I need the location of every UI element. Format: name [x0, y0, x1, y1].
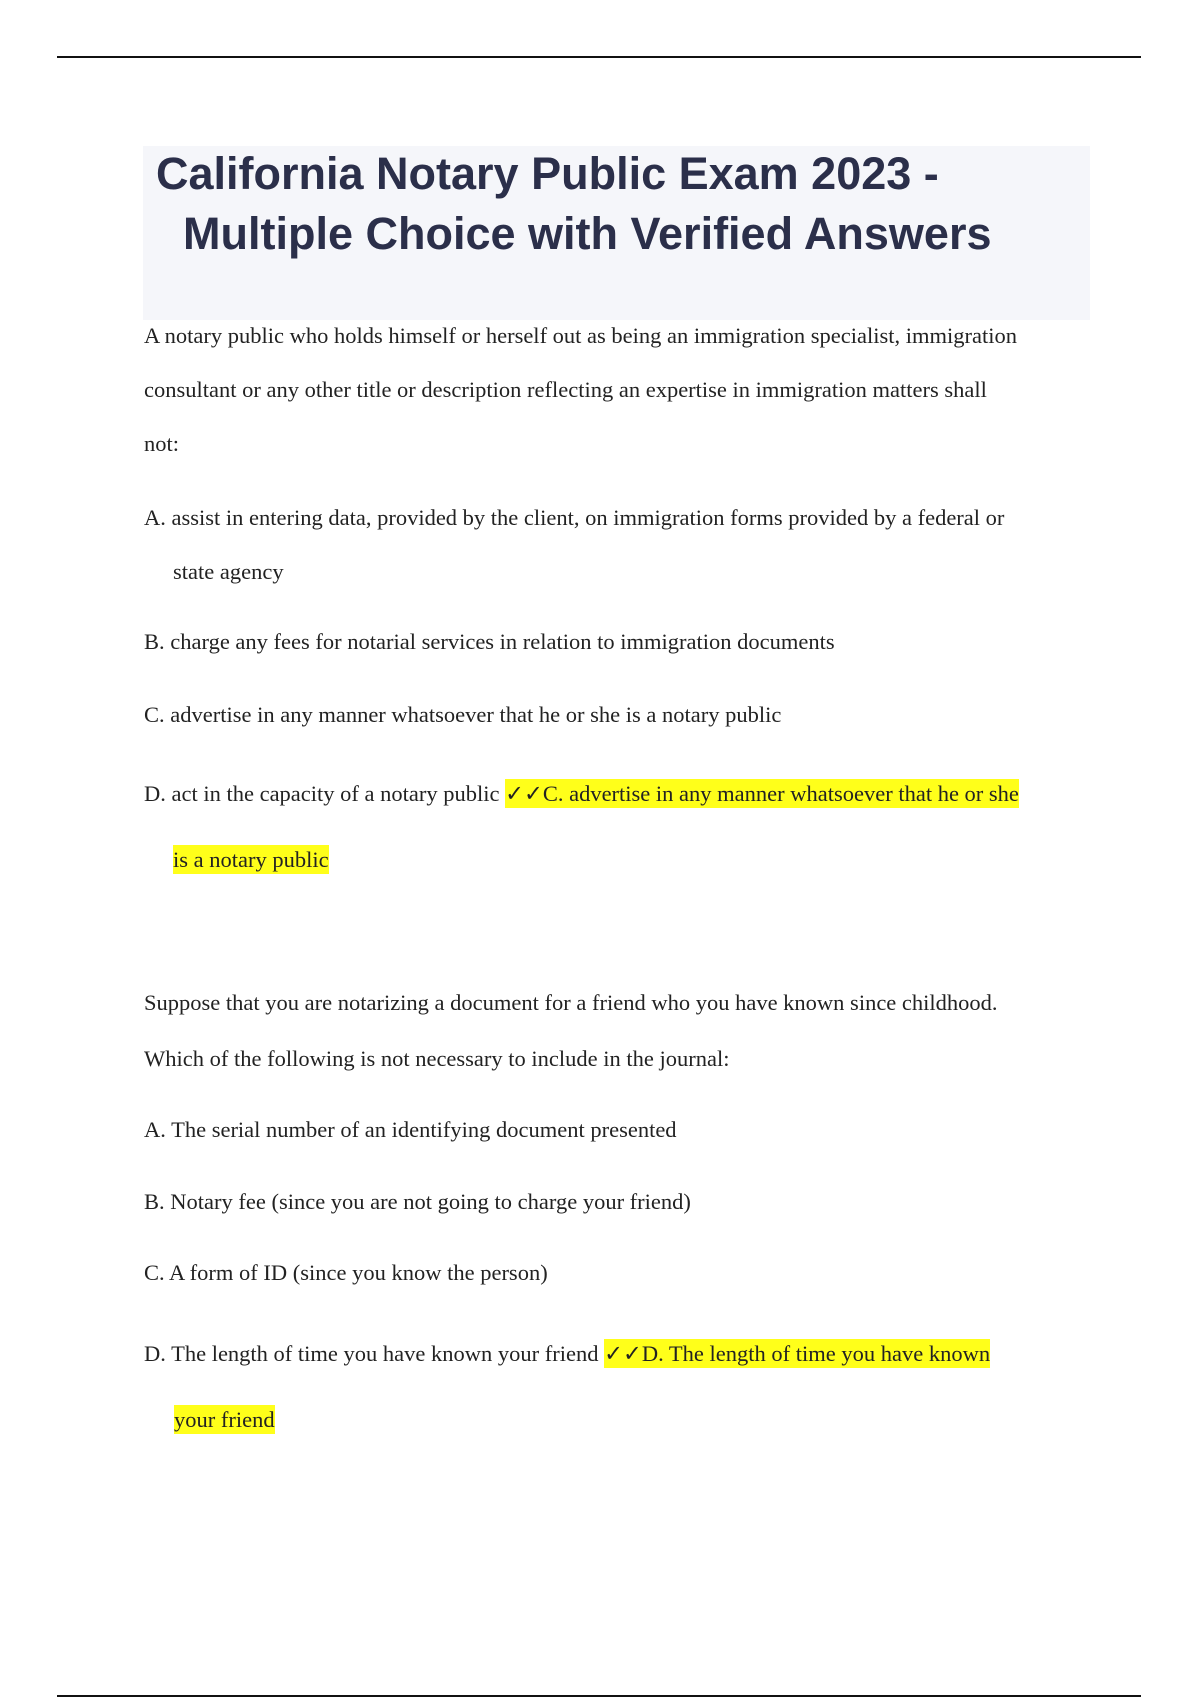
- document-title-line-2: Multiple Choice with Verified Answers: [183, 208, 992, 259]
- verified-answer: ✓✓D. The length of time you have known: [604, 1341, 991, 1366]
- question-2-option-d: [144, 1340, 990, 1368]
- question-1-option-a: A. assist in entering data, provided by the client, on immigration forms provided by a federal or: [144, 505, 1005, 530]
- question-2-option-b: B. Notary fee (since you are not going to charge your friend): [144, 1189, 691, 1214]
- question-1-stem: not:: [144, 431, 180, 456]
- verified-answer: ✓✓C. advertise in any manner whatsoever that he or she: [505, 781, 1019, 806]
- verified-answer: is a notary public: [173, 847, 329, 872]
- question-1-option-b: B. charge any fees for notarial services in relation to immigration documents: [144, 629, 835, 654]
- verified-answer: your friend: [174, 1407, 275, 1432]
- question-1-option-c: C. advertise in any manner whatsoever that he or she is a notary public: [144, 702, 782, 727]
- document-title-line-1: California Notary Public Exam 2023 -: [156, 148, 939, 199]
- question-2-stem: Suppose that you are notarizing a document for a friend who you have known since childhood.: [144, 990, 998, 1015]
- question-1-option-d: [144, 780, 1019, 808]
- question-2-answer-cont: [174, 1406, 275, 1434]
- question-2-option-c: C. A form of ID (since you know the person): [144, 1260, 548, 1285]
- question-1-stem: consultant or any other title or description reflecting an expertise in immigration matters shall: [144, 377, 987, 402]
- question-1-option-a: state agency: [173, 559, 284, 584]
- question-1-answer-cont: [173, 846, 329, 874]
- header-rule: [57, 56, 1141, 58]
- option-d-text: D. The length of time you have known your friend: [144, 1341, 605, 1366]
- option-d-text: D. act in the capacity of a notary public: [144, 781, 506, 806]
- question-2-stem: Which of the following is not necessary to include in the journal:: [144, 1046, 730, 1071]
- question-2-option-a: A. The serial number of an identifying document presented: [144, 1117, 677, 1142]
- footer-rule: [57, 1695, 1141, 1697]
- question-1-stem: A notary public who holds himself or herself out as being an immigration specialist, immigration: [144, 323, 1017, 348]
